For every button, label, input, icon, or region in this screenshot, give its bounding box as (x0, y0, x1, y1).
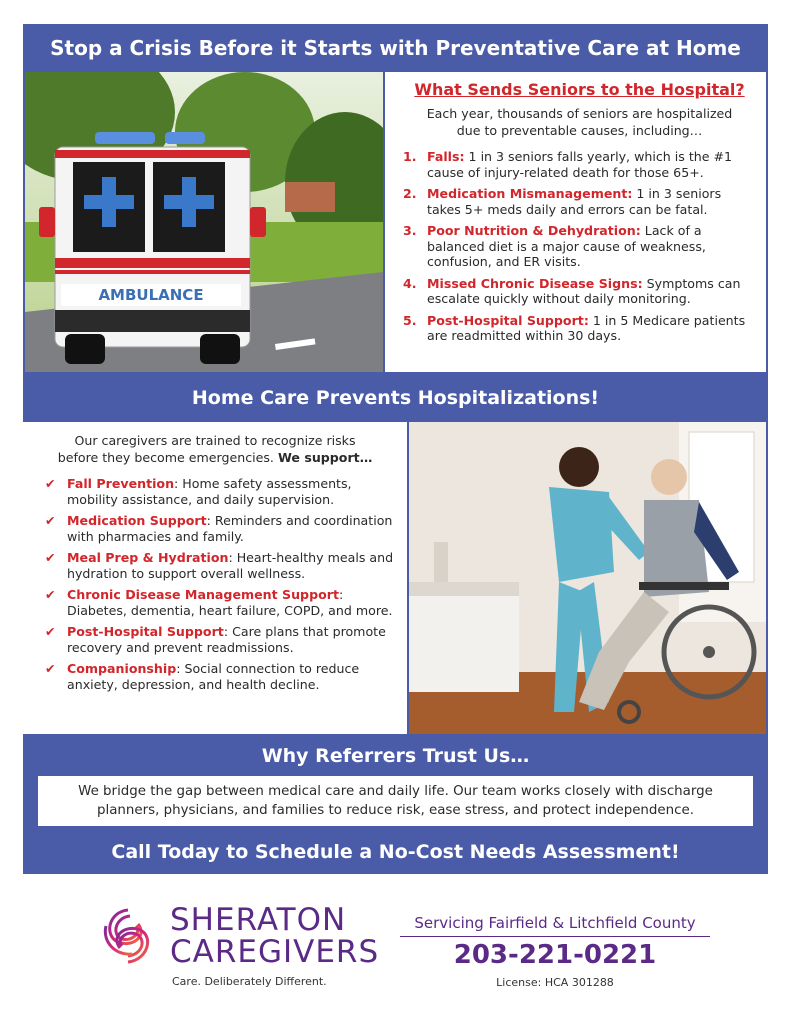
item-label: Companionship (67, 661, 177, 676)
ambulance-photo (25, 72, 383, 372)
ambulance-illustration (25, 72, 383, 372)
check-mark-icon: ✔ (45, 550, 56, 565)
check-mark-icon: ✔ (45, 587, 56, 602)
item-label: Post-Hospital Support (67, 624, 224, 639)
brand-name-line2: CAREGIVERS (170, 934, 380, 970)
item-number: 5. (403, 312, 417, 328)
caregiver-photo (409, 422, 766, 734)
service-area: Servicing Fairfield & Litchfield County (400, 914, 710, 937)
list-item (45, 624, 399, 655)
support-panel (23, 422, 407, 734)
list-item (403, 186, 756, 217)
item-label: Poor Nutrition & Dehydration: (427, 223, 641, 238)
list-item (45, 550, 399, 581)
item-text: : Heart-healthy meals and hydration to support overall wellness. (67, 550, 394, 581)
check-mark-icon: ✔ (45, 624, 56, 639)
check-mark-icon: ✔ (45, 661, 56, 676)
section-heading-trust: Why Referrers Trust Us… (261, 745, 530, 767)
check-mark-icon: ✔ (45, 476, 56, 491)
item-label: Medication Support (67, 513, 207, 528)
item-text: Lack of a balanced diet is a major cause of weakness, confusion, and ER visits. (427, 223, 706, 269)
list-item (45, 661, 399, 692)
intro-line: before they become emergencies. (57, 450, 274, 465)
license-number: License: HCA 301288 (496, 976, 614, 989)
ambulance-side-text: AMBULANCE (98, 286, 204, 304)
flyer-frame (23, 24, 768, 874)
list-item (403, 149, 756, 180)
sheraton-swirl-logo (98, 906, 160, 966)
hospital-causes-heading: What Sends Seniors to the Hospital? (414, 80, 745, 99)
item-text: : Reminders and coordination with pharmacies and family. (67, 513, 393, 544)
item-text: : Home safety assessments, mobility assistance, and daily supervision. (67, 476, 352, 507)
brand-tagline: Care. Deliberately Different. (172, 975, 327, 988)
caregiver-illustration (409, 422, 766, 734)
trust-line: planners, physicians, and families to reduce risk, ease stress, and protect independence. (96, 803, 695, 818)
trust-line: We bridge the gap between medical care and daily life. Our team works closely with discharge (78, 784, 713, 799)
item-number: 2. (403, 186, 417, 201)
trust-statement (38, 776, 753, 826)
section-heading-prevent: Home Care Prevents Hospitalizations! (191, 387, 600, 409)
list-item (45, 476, 399, 507)
phone-number[interactable]: 203-221-0221 (453, 940, 657, 970)
item-text: 1 in 5 Medicare patients are readmitted within 30 days. (427, 312, 746, 343)
intro-line: Each year, thousands of seniors are hospitalized (426, 106, 733, 121)
item-text: : Social connection to reduce anxiety, depression, and health decline. (67, 661, 360, 692)
list-item (403, 223, 756, 270)
check-mark-icon: ✔ (45, 513, 56, 528)
support-intro (31, 432, 399, 466)
list-item (403, 276, 756, 307)
support-list (31, 476, 399, 692)
list-item (403, 313, 756, 344)
item-text: 1 in 3 seniors takes 5+ meds daily and errors can be fatal. (427, 186, 722, 217)
item-text: 1 in 3 seniors falls yearly, which is the #1 cause of injury-related death for those 65+. (427, 149, 733, 180)
item-number: 3. (403, 223, 417, 238)
item-label: Chronic Disease Management Support (67, 587, 339, 602)
intro-line: due to preventable causes, including… (456, 123, 703, 138)
page-title: Stop a Crisis Before it Starts with Preventative Care at Home (50, 36, 741, 60)
item-label: Meal Prep & Hydration (67, 550, 229, 565)
list-item (45, 587, 399, 618)
item-label: Post-Hospital Support: (427, 312, 589, 328)
hospital-causes-panel (385, 72, 766, 372)
list-item (45, 513, 399, 544)
item-text: : Diabetes, dementia, heart failure, COPD, and more. (67, 587, 393, 618)
item-label: Missed Chronic Disease Signs: (427, 275, 643, 291)
item-label: Medication Mismanagement: (427, 186, 633, 201)
item-text: : Care plans that promote recovery and prevent readmissions. (67, 624, 386, 655)
item-number: 1. (403, 149, 417, 164)
item-label: Falls: (427, 149, 465, 164)
intro-line: Our caregivers are trained to recognize risks (74, 433, 356, 448)
intro-bold: We support… (277, 450, 373, 465)
hospital-causes-intro (403, 105, 756, 139)
brand-name-line1: SHERATON (170, 902, 347, 938)
call-to-action: Call Today to Schedule a No-Cost Needs Assessment! (111, 841, 680, 863)
logo-swirl-icon (98, 906, 160, 966)
item-label: Fall Prevention (67, 476, 175, 491)
hospital-causes-list (403, 149, 756, 344)
item-text: Symptoms can escalate quickly without daily monitoring. (427, 275, 741, 306)
item-number: 4. (403, 275, 417, 291)
